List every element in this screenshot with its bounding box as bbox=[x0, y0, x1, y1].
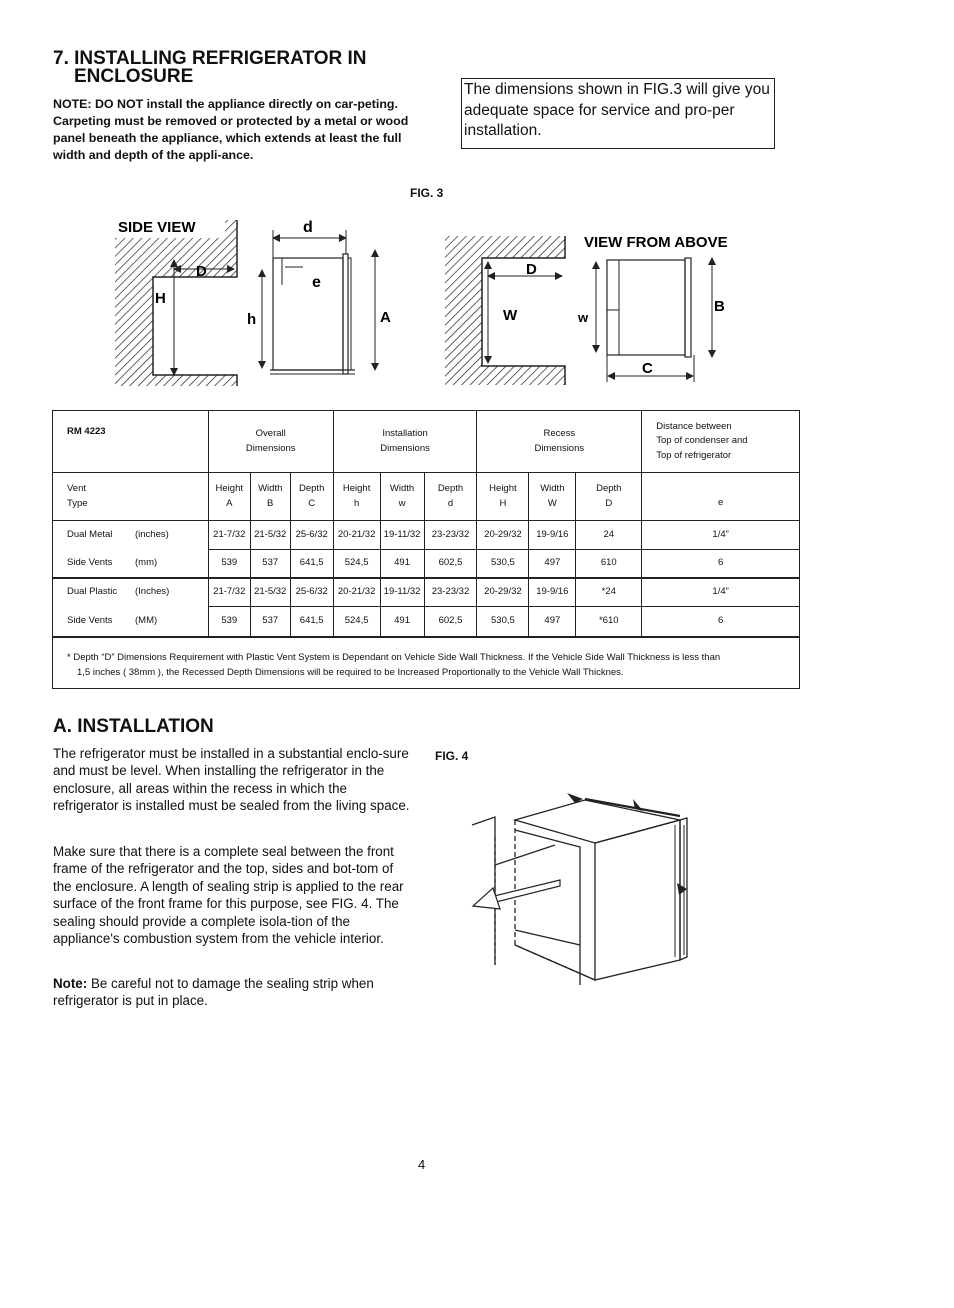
table-cell: 641,5 bbox=[290, 550, 333, 578]
insertion-arrow bbox=[473, 880, 560, 909]
model-cell bbox=[53, 411, 209, 473]
label-C: C bbox=[642, 360, 653, 377]
table-cell: 610 bbox=[576, 550, 642, 578]
table-cell: 6 bbox=[642, 550, 800, 578]
dimensions-callout: The dimensions shown in FIG.3 will give you adequate space for service and pro-per installation. bbox=[461, 78, 775, 149]
table-footnote bbox=[53, 637, 800, 689]
label-h: h bbox=[247, 311, 257, 328]
table-cell: 530,5 bbox=[477, 550, 529, 578]
group-recess: Recess Dimensions bbox=[477, 411, 642, 473]
section-heading bbox=[53, 50, 433, 86]
row-type: Dual Metal bbox=[67, 529, 113, 540]
label-H: H bbox=[155, 290, 166, 307]
table-cell: 530,5 bbox=[477, 607, 529, 637]
label-A: A bbox=[380, 309, 391, 326]
fridge-side-outline bbox=[270, 254, 355, 374]
installation-note bbox=[53, 975, 415, 1010]
group-distance: Distance between Top of condenser and Top of refrigerator bbox=[642, 411, 800, 473]
table-row bbox=[53, 578, 800, 607]
table-cell: 491 bbox=[380, 550, 424, 578]
installation-paragraph-1: The refrigerator must be installed in a substantial enclo-sure and must be level. When installing the refrigerator in the enclosure, all areas within the recess in which the refrigerator is installed must be sealed from the living space. bbox=[53, 746, 410, 814]
table-cell: 21-5/32 bbox=[250, 578, 290, 607]
footnote-line1: * Depth “D” Dimensions Requirement with Plastic Vent System is Dependant on Vehicle Side Wall Thickness. If the Vehicle Side Wall Thickness is less than bbox=[67, 651, 721, 663]
group-overall: Overall Dimensions bbox=[208, 411, 333, 473]
row-unit: (MM) bbox=[135, 614, 158, 626]
row-unit: (Inches) bbox=[135, 586, 170, 598]
col-depth-d: Depth d bbox=[424, 473, 477, 521]
table-cell: 23-23/32 bbox=[424, 521, 477, 550]
table-cell: *610 bbox=[576, 607, 642, 637]
col-depth-D: Depth D bbox=[576, 473, 642, 521]
section-heading-line2: ENCLOSURE bbox=[74, 66, 194, 87]
table-cell: 641,5 bbox=[290, 607, 333, 637]
note-text: Be careful not to damage the sealing strip when refrigerator is put in place. bbox=[53, 976, 374, 1009]
table-row bbox=[53, 607, 800, 637]
table-cell: 602,5 bbox=[424, 550, 477, 578]
table-cell: 524,5 bbox=[333, 550, 380, 578]
row-label bbox=[53, 521, 209, 550]
table-cell: 21-7/32 bbox=[208, 521, 250, 550]
table-cell: *24 bbox=[576, 578, 642, 607]
label-d: d bbox=[303, 219, 313, 236]
table-cell: 602,5 bbox=[424, 607, 477, 637]
group-installation: Installation Dimensions bbox=[333, 411, 477, 473]
side-view-wall bbox=[115, 220, 237, 386]
table-cell: 25-6/32 bbox=[290, 578, 333, 607]
installation-paragraph-2: Make sure that there is a complete seal between the front frame of the refrigerator and the top, sides and bot-tom of the enclosure. A length of sealing strip is applied to the rear surface of the front frame for this purpose, see FIG. 4. The sealing should provide a complete isola-tion of the appliance's combustion system from the vehicle interior. bbox=[53, 844, 404, 947]
label-D-above: D bbox=[526, 261, 537, 278]
table-row bbox=[53, 550, 800, 578]
label-B: B bbox=[714, 298, 725, 315]
table-cell: 20-21/32 bbox=[333, 578, 380, 607]
table-row bbox=[53, 521, 800, 550]
label-W: W bbox=[503, 307, 518, 324]
fig3-diagram bbox=[110, 210, 760, 395]
row-label bbox=[53, 550, 209, 578]
section-heading-line1: 7. INSTALLING REFRIGERATOR IN bbox=[53, 48, 367, 69]
page-number: 4 bbox=[418, 1157, 426, 1172]
table-cell: 25-6/32 bbox=[290, 521, 333, 550]
vent-type-header: Vent Type bbox=[53, 473, 209, 521]
col-width-B: Width B bbox=[250, 473, 290, 521]
table-cell: 524,5 bbox=[333, 607, 380, 637]
row-type: Side Vents bbox=[67, 614, 113, 626]
model-name: RM 4223 bbox=[67, 426, 106, 437]
fig3-label: FIG. 3 bbox=[410, 186, 444, 200]
fridge-top-outline bbox=[607, 258, 691, 357]
table-cell: 6 bbox=[642, 607, 800, 637]
label-e: e bbox=[312, 274, 321, 291]
table-cell: 21-7/32 bbox=[208, 578, 250, 607]
col-width-W: Width W bbox=[529, 473, 576, 521]
table-cell: 491 bbox=[380, 607, 424, 637]
table-cell: 537 bbox=[250, 607, 290, 637]
table-cell: 20-29/32 bbox=[477, 521, 529, 550]
table-cell: 1/4” bbox=[642, 578, 800, 607]
side-view-label: SIDE VIEW bbox=[118, 219, 196, 236]
table-cell: 19-11/32 bbox=[380, 521, 424, 550]
row-unit: (inches) bbox=[135, 529, 169, 540]
label-w: w bbox=[578, 310, 589, 325]
table-cell: 1/4” bbox=[642, 521, 800, 550]
row-label bbox=[53, 607, 209, 637]
table-cell: 539 bbox=[208, 607, 250, 637]
row-type: Dual Plastic bbox=[67, 586, 118, 598]
table-cell: 21-5/32 bbox=[250, 521, 290, 550]
col-height-H: Height H bbox=[477, 473, 529, 521]
col-height-h: Height h bbox=[333, 473, 380, 521]
carpet-note: NOTE: DO NOT install the appliance directly on car-peting. Carpeting must be removed or protected by a metal or wood panel beneath the appliance, which extends at least the full width and depth of the appli-ance. bbox=[53, 97, 409, 162]
footnote-line2: 1,5 inches ( 38mm ), the Recessed Depth Dimensions will be required to be Increased Proportionally to the Vehicle Wall Thicknes. bbox=[77, 666, 624, 678]
fig4-diagram bbox=[465, 785, 695, 995]
table-cell: 497 bbox=[529, 550, 576, 578]
col-depth-C: Depth C bbox=[290, 473, 333, 521]
table-cell: 539 bbox=[208, 550, 250, 578]
col-height-A: Height A bbox=[208, 473, 250, 521]
row-label bbox=[53, 578, 209, 607]
dimensions-table bbox=[52, 410, 800, 689]
table-cell: 497 bbox=[529, 607, 576, 637]
table-cell: 20-21/32 bbox=[333, 521, 380, 550]
fig4-label: FIG. 4 bbox=[435, 749, 469, 763]
installation-heading: A. INSTALLATION bbox=[53, 716, 214, 737]
label-D-side: D bbox=[196, 263, 207, 280]
table-cell: 537 bbox=[250, 550, 290, 578]
row-type: Side Vents bbox=[67, 556, 113, 568]
table-cell: 19-11/32 bbox=[380, 578, 424, 607]
view-from-above-label: VIEW FROM ABOVE bbox=[584, 234, 728, 251]
row-unit: (mm) bbox=[135, 556, 158, 568]
table-cell: 24 bbox=[576, 521, 642, 550]
table-cell: 23-23/32 bbox=[424, 578, 477, 607]
table-cell: 19-9/16 bbox=[529, 578, 576, 607]
col-e: e bbox=[642, 473, 800, 521]
note-label: Note: bbox=[53, 976, 88, 991]
col-width-w: Width w bbox=[380, 473, 424, 521]
table-cell: 20-29/32 bbox=[477, 578, 529, 607]
table-cell: 19-9/16 bbox=[529, 521, 576, 550]
